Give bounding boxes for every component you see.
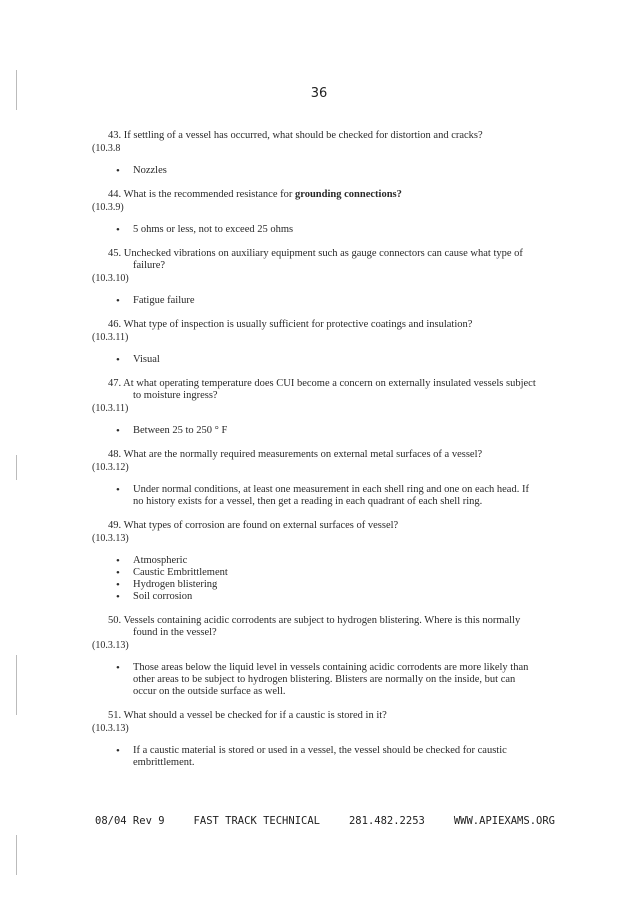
footer-company: FAST TRACK TECHNICAL [193,815,320,827]
question-number: 46. [108,319,122,330]
answer-item: • Between 25 to 250 ° F [0,425,638,437]
question-text: What type of inspection is usually sufficient for protective coatings and insulation? [123,319,473,330]
reference: (10.3.13) [92,640,129,651]
question-45 [0,248,638,307]
answer-item: • Hydrogen blistering [0,579,638,591]
question-text: Vessels containing acidic corrodents are subject to hydrogen blistering. Where is this normally found in the vessel? [123,615,521,638]
page-number: 36 [310,86,328,101]
answer-list [0,295,638,307]
question-46 [0,319,638,366]
answer-list [0,662,638,698]
answer-list [0,224,638,236]
answer-item: • If a caustic material is stored or used in a vessel, the vessel should be checked for caustic embrittlement. [0,745,638,769]
reference: (10.3.10) [92,273,129,284]
footer-date-rev: 08/04 Rev 9 [95,815,165,827]
question-49 [0,520,638,603]
question-number: 48. [108,449,122,460]
scan-edge-mark [16,455,17,480]
answer-item: • 5 ohms or less, not to exceed 25 ohms [0,224,638,236]
question-text-bold: grounding connections? [295,189,402,200]
question-text: What types of corrosion are found on external surfaces of vessel? [123,520,399,531]
reference: (10.3.9) [92,202,124,213]
question-47 [0,378,638,437]
page-footer [95,815,555,827]
reference: (10.3.11) [92,332,129,343]
question-text: What should a vessel be checked for if a caustic is stored in it? [123,710,387,721]
scan-edge-mark [16,655,17,715]
question-number: 43. [108,130,122,141]
answer-list [0,745,638,769]
question-48 [0,449,638,508]
question-number: 49. [108,520,122,531]
reference: (10.3.13) [92,723,129,734]
question-text: Unchecked vibrations on auxiliary equipment such as gauge connectors can cause what type of failure? [123,248,523,271]
scan-edge-mark [16,835,17,875]
reference: (10.3.12) [92,462,129,473]
answer-list [0,425,638,437]
question-text: At what operating temperature does CUI become a concern on externally insulated vessels subject to moisture ingress? [123,378,536,401]
question-51 [0,710,638,769]
answer-item: • Those areas below the liquid level in vessels containing acidic corrodents are more likely than other areas to be subject to hydrogen blistering. Blisters are normally on the inside, but can occur on the outside surface as well. [0,662,638,698]
question-43 [0,130,638,177]
question-number: 45. [108,248,122,259]
answer-list [0,484,638,508]
question-50 [0,615,638,698]
answer-list [0,354,638,366]
question-44 [0,189,638,236]
answer-item: • Visual [0,354,638,366]
reference: (10.3.11) [92,403,129,414]
question-text: What are the normally required measurements on external metal surfaces of a vessel? [123,449,483,460]
answer-item: • Nozzles [0,165,638,177]
question-number: 51. [108,710,122,721]
answer-item: • Caustic Embrittlement [0,567,638,579]
footer-phone: 281.482.2253 [348,815,425,827]
scan-edge-mark [16,70,17,110]
footer-website: WWW.APIEXAMS.ORG [453,815,555,827]
question-number: 47. [108,378,122,389]
reference: (10.3.13) [92,533,129,544]
answer-item: • Fatigue failure [0,295,638,307]
question-text: If settling of a vessel has occurred, what should be checked for distortion and cracks? [123,130,483,141]
answer-list [0,555,638,603]
question-list [0,130,638,781]
reference: (10.3.8 [92,143,121,154]
question-text: What is the recommended resistance for [123,189,295,200]
answer-item: • Under normal conditions, at least one measurement in each shell ring and one on each head. If no history exists for a vessel, then get a reading in each quadrant of each shell ring. [0,484,638,508]
question-number: 44. [108,189,122,200]
question-number: 50. [108,615,122,626]
answer-item: • Atmospheric [0,555,638,567]
answer-item: • Soil corrosion [0,591,638,603]
answer-list [0,165,638,177]
